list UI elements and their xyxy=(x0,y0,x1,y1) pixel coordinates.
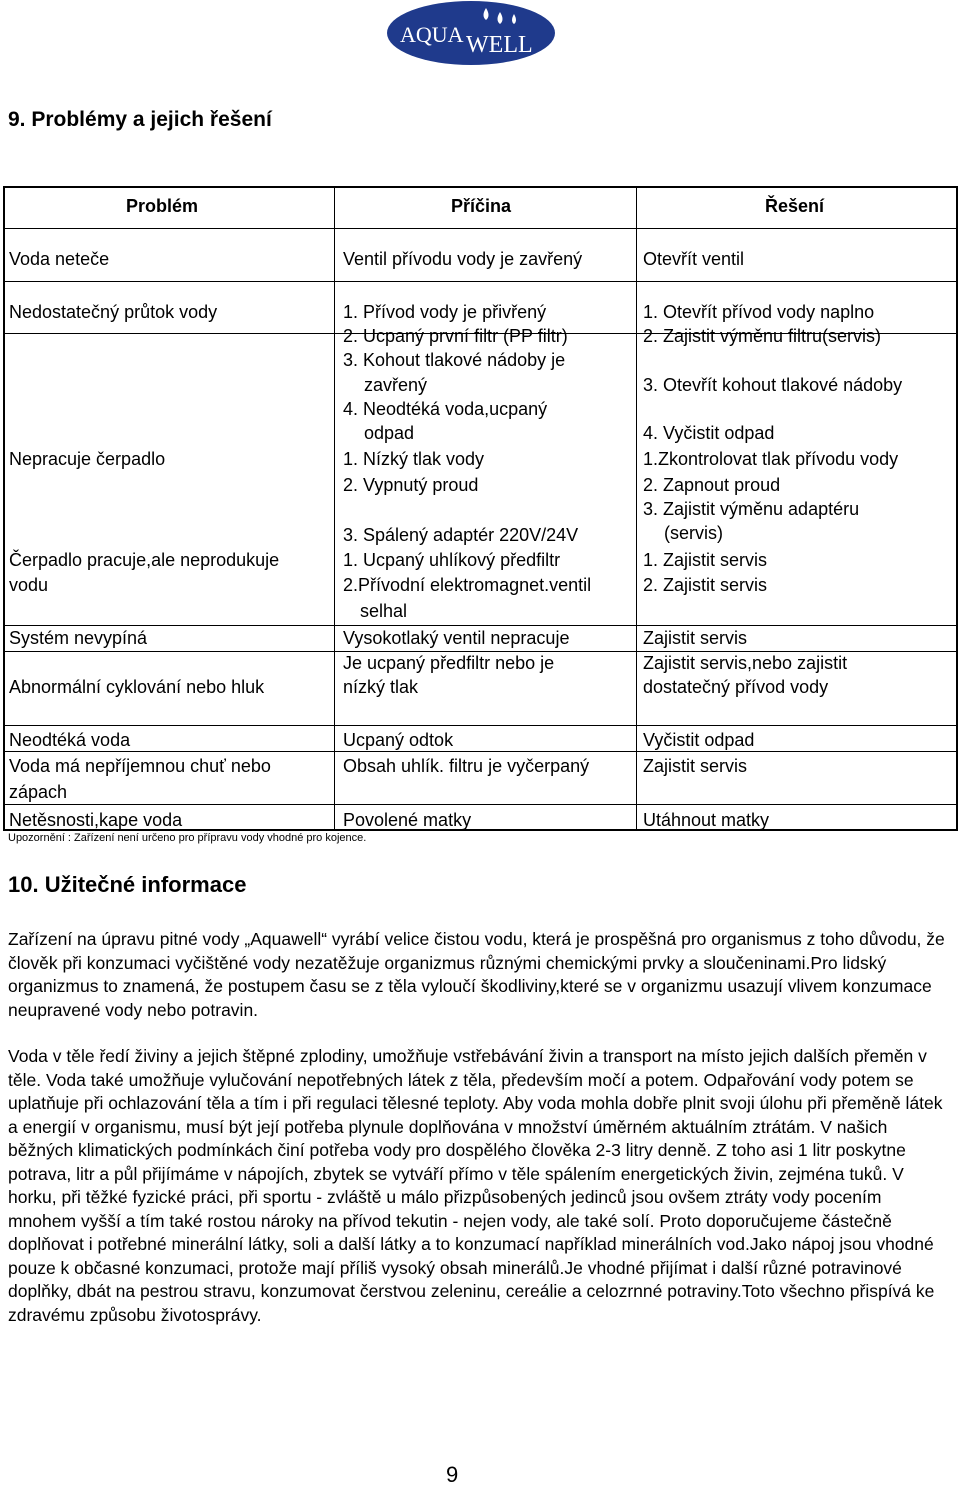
problem-line: vodu xyxy=(9,575,49,595)
page-number: 9 xyxy=(446,1462,459,1487)
problem-cell: Voda neteče xyxy=(9,249,110,269)
cause-line: zavřený xyxy=(364,375,428,395)
section-9-title: 9. Problémy a jejich řešení xyxy=(8,108,272,131)
column-divider xyxy=(636,188,637,829)
svg-text:WELL: WELL xyxy=(466,32,533,58)
solution-line: 4. Vyčistit odpad xyxy=(643,423,775,443)
cause-cell: Ventil přívodu vody je zavřený xyxy=(343,249,583,269)
solution-line: 1.Zkontrolovat tlak přívodu vody xyxy=(643,449,899,469)
cause-line: nízký tlak xyxy=(343,677,419,697)
solution-line: 1. Zajistit servis xyxy=(643,550,768,570)
solution-line: Zajistit servis,nebo zajistit xyxy=(643,653,848,673)
cause-line: 3. Spálený adaptér 220V/24V xyxy=(343,525,579,545)
aquawell-logo xyxy=(386,0,556,66)
solution-line: 3. Zajistit výměnu adaptéru xyxy=(643,499,860,519)
solution-line: (servis) xyxy=(664,523,723,543)
cause-line: 4. Neodtéká voda,ucpaný xyxy=(343,399,548,419)
cause-line: 2. Vypnutý proud xyxy=(343,475,479,495)
cause-line: 1. Přívod vody je přivřený xyxy=(343,302,547,322)
cause-line: 3. Kohout tlakové nádoby je xyxy=(343,350,566,370)
problem-cell: Neodtéká voda xyxy=(9,730,131,750)
section-10-title: 10. Užitečné informace xyxy=(8,872,247,897)
solution-line: 3. Otevřít kohout tlakové nádoby xyxy=(643,375,903,395)
svg-text:AQUA: AQUA xyxy=(400,22,464,47)
solution-cell: Zajistit servis xyxy=(643,756,748,776)
solution-line: 1. Otevřít přívod vody naplno xyxy=(643,302,875,322)
cause-line: 2. Ucpaný první filtr (PP filtr) xyxy=(343,326,568,346)
header-solution: Řešení xyxy=(765,196,825,216)
paragraph-1: Zařízení na úpravu pitné vody „Aquawell“ vyrábí velice čistou vodu, která je prospěšná pro organismus z toho důvodu, že člověk při konzumaci vyčištěné vody nezatěžuje organizmus různými chemickými prvky a sloučeninami.Pro lidský organizmus to znamená, že postupem času se z těla vyloučí škodliviny,které se v organizmu usazují vlivem konzumace neupravené vody nebo potravin. xyxy=(8,929,945,1020)
row-divider xyxy=(5,228,956,229)
solution-cell: Utáhnout matky xyxy=(643,810,770,830)
problem-cell: Abnormální cyklování nebo hluk xyxy=(9,677,265,697)
problem-cell: Netěsnosti,kape voda xyxy=(9,810,183,830)
problem-cell: Nedostatečný průtok vody xyxy=(9,302,218,322)
problem-line: Čerpadlo pracuje,ale neprodukuje xyxy=(9,550,280,570)
problem-line: Voda má nepříjemnou chuť nebo xyxy=(9,756,271,776)
solution-line: 2. Zajistit výměnu filtru(servis) xyxy=(643,326,882,346)
cause-line: odpad xyxy=(364,423,415,443)
troubleshooting-table xyxy=(3,186,958,831)
row-divider xyxy=(5,725,956,726)
cause-line: 1. Ucpaný uhlíkový předfiltr xyxy=(343,550,561,570)
solution-line: 2. Zapnout proud xyxy=(643,475,781,495)
row-divider xyxy=(5,281,956,282)
solution-line: dostatečný přívod vody xyxy=(643,677,829,697)
row-divider xyxy=(5,751,956,752)
cause-line: 2.Přívodní elektromagnet.ventil xyxy=(343,575,592,595)
cause-line: 1. Nízký tlak vody xyxy=(343,449,485,469)
solution-cell: Otevřít ventil xyxy=(643,249,745,269)
solution-cell: Zajistit servis xyxy=(643,628,748,648)
cause-cell: Vysokotlaký ventil nepracuje xyxy=(343,628,570,648)
solution-line: 2. Zajistit servis xyxy=(643,575,768,595)
problem-line: zápach xyxy=(9,782,68,802)
problem-cell: Nepracuje čerpadlo xyxy=(9,449,166,469)
cause-cell: Obsah uhlík. filtru je vyčerpaný xyxy=(343,756,590,776)
warning-note: Upozornění : Zařízení není určeno pro přípravu vody vhodné pro kojence. xyxy=(8,832,367,844)
column-divider xyxy=(334,188,335,829)
paragraph-2: Voda v těle ředí živiny a jejich štěpné zplodiny, umožňuje vstřebávání živin a transport na místo jejich dalších přeměn v těle. Voda také umožňuje vylučování nepotřebných látek z těla, především močí a potem. Odpařování vody potem se uplatňuje při ochlazování těla a tím i při regulaci tělesné teploty. Aby voda mohla dobře plnit svoji úlohu při přeměně látek a energií v organismu, musí být její potřeba plynule doplňována v množství úměrném aktuálním ztrátám. V našich běžných klimatických podmínkách činí potřeba vody pro dospělého člověka 2-3 litry denně. Z toho asi 1 litr poskytne potrava, litr a půl přijímáme v nápojích, zbytek se vytváří přímo v těle spálením energetických živin, zejména tuků. V horku, při těžké fyzické práci, při sportu - zvláště u málo přizpůsobených jedinců jsou ovšem ztráty vody pocením mnohem vyšší a tím také rostou nároky na přívod tekutin - nejen vody, ale také solí. Proto doporučujeme částečně doplňovat i potřebné minerální látky, soli a další látky a to konzumací například minerálních vod.Jako nápoj jsou vhodné pouze k občasné konzumaci, protože mají příliš vysoký obsah minerálů.Je vhodné přijímat i další různé potravinové doplňky, dbát na pestrou stravu, konzumovat čerstvou zeleninu, cereálie a celozrnné potraviny.Toto všechno přispívá ke zdravému způsobu životosprávy. xyxy=(8,1046,943,1325)
problem-cell: Systém nevypíná xyxy=(9,628,148,648)
solution-cell: Vyčistit odpad xyxy=(643,730,755,750)
header-problem: Problém xyxy=(126,196,199,216)
cause-cell: Ucpaný odtok xyxy=(343,730,454,750)
cause-line: Je ucpaný předfiltr nebo je xyxy=(343,653,555,673)
cause-cell: Povolené matky xyxy=(343,810,472,830)
row-divider xyxy=(5,804,956,805)
header-cause: Příčina xyxy=(451,196,512,216)
cause-line: selhal xyxy=(360,601,408,621)
